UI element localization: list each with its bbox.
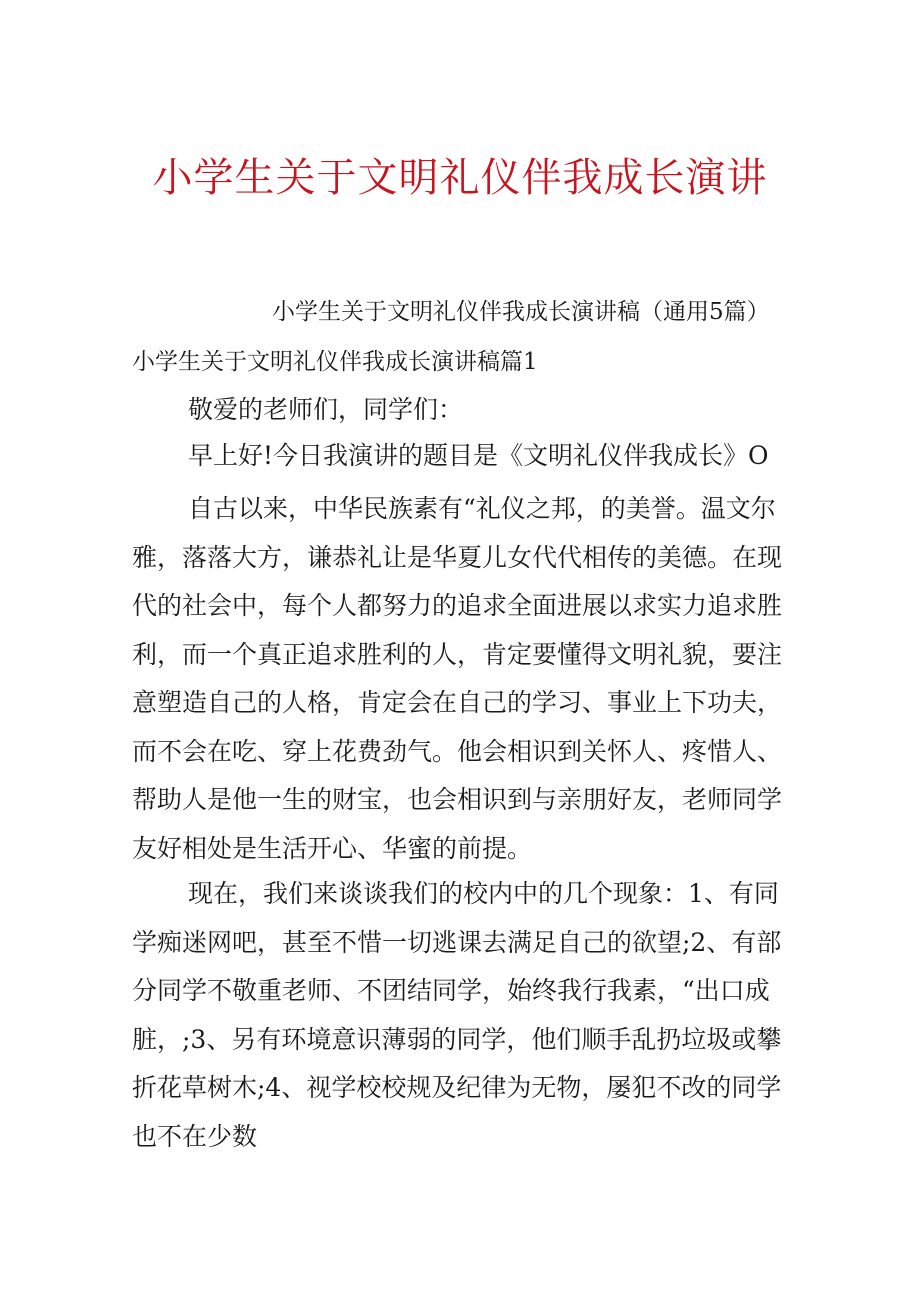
body-paragraph: 现在，我们来谈谈我们的校内中的几个现象：1、有同学痴迷网吧，甚至不惜一切逃课去满足自己的欲望;2、有部分同学不敬重老师、不团结同学，始终我行我素，“出口成脏，;3、另有环境意识薄弱的同学，他们顺手乱扔垃圾或攀折花草树木;4、视学校校规及纪律为无物，屡犯不改的同学也不在少数: [132, 879, 782, 1151]
document-title: 小学生关于文明礼仪伴我成长演讲: [152, 155, 768, 201]
greeting: 早上好!今日我演讲的题目是《文明礼仪伴我成长》O: [188, 441, 769, 470]
document-subtitle: 小学生关于文明礼仪伴我成长演讲稿（通用5篇）: [272, 299, 770, 325]
body-paragraph: 自古以来，中华民族素有“礼仪之邦，的美誉。温文尔雅，落落大方，谦恭礼让是华夏儿女代代相传的美德。在现代的社会中，每个人都努力的追求全面进展以求实力追求胜利，而一个真正追求胜利的人，肯定要懂得文明礼貌，要注意塑造自己的人格，肯定会在自己的学习、事业上下功夫，而不会在吃、穿上花费劲气。他会相识到关怀人、疼惜人、帮助人是他一生的财宝，也会相识到与亲朋好友，老师同学友好相处是生活开心、华蜜的前提。: [132, 494, 783, 863]
salutation: 敬爱的老师们，同学们：: [188, 395, 464, 424]
section-heading: 小学生关于文明礼仪伴我成长演讲稿篇1: [132, 349, 538, 375]
